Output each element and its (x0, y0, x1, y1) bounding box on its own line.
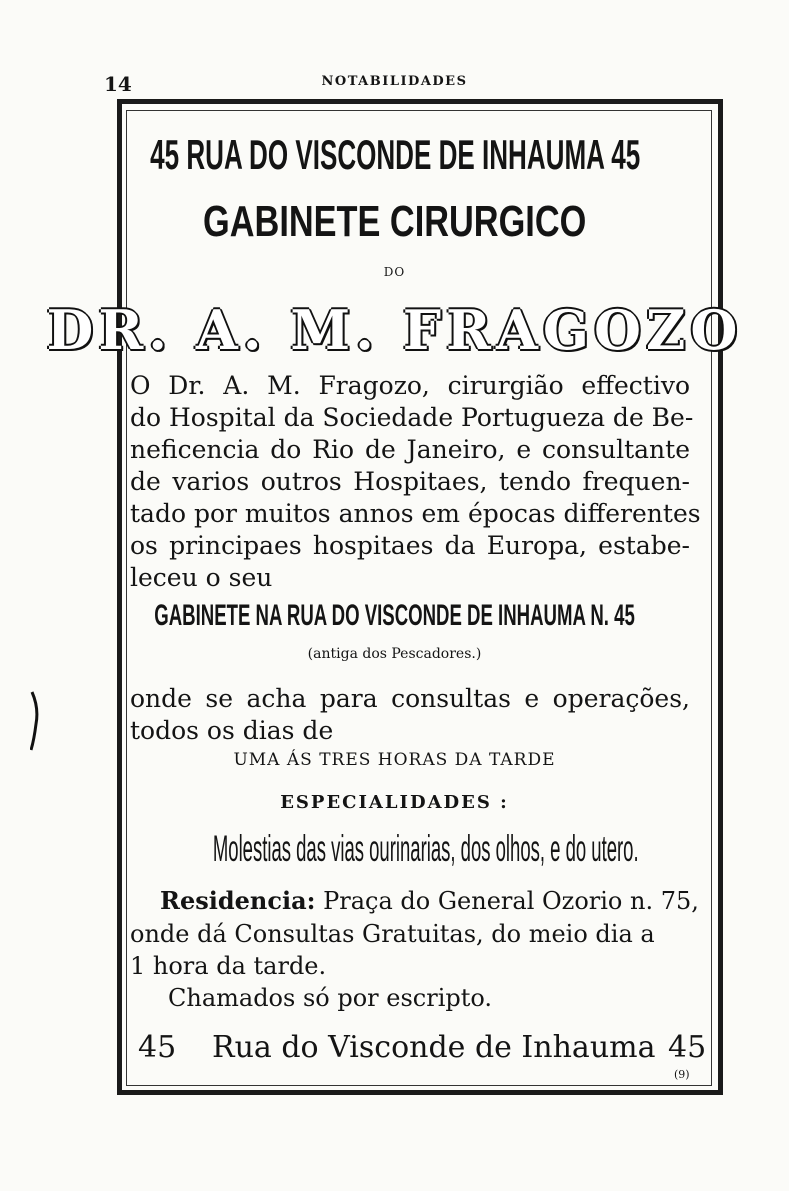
intro-line: leceu o seu (130, 563, 273, 592)
residence-time-line: 1 hora da tarde. (130, 952, 327, 980)
footer-number-right: 45 (668, 1030, 707, 1065)
residence-address: Praça do General Ozorio n. 75, (323, 887, 699, 915)
intro-line: os principaes hospitaes da Europa, estabe- (130, 531, 690, 560)
intro-paragraph (130, 370, 701, 594)
cabinet-address: GABINETE NA RUA DO VISCONDE DE INHAUMA N. 45 (154, 599, 635, 632)
residence-label: Residencia: (160, 886, 316, 915)
intro-line: O Dr. A. M. Fragozo, cirurgião effectivo (130, 371, 690, 400)
connector-word: DO (383, 265, 406, 279)
intro-line: neficencia do Rio de Janeiro, e consultante (130, 435, 690, 464)
footnote-mark: (9) (674, 1068, 690, 1081)
footer-number-left: 45 (138, 1030, 177, 1065)
intro-line: de varios outros Hospitaes, tendo frequen- (130, 467, 690, 496)
intro-line: tado por muitos annos em épocas differentes (130, 499, 701, 528)
specialties-text: Molestias das vias ourinarias, dos olhos, e do utero. (212, 828, 639, 869)
cabinet-title: GABINETE CIRURGICO (202, 197, 587, 246)
office-hours: UMA ÁS TRES HORAS DA TARDE (233, 750, 556, 770)
residence-line (160, 884, 699, 918)
footer-street: Rua do Visconde de Inhauma (212, 1030, 656, 1065)
calls-note: Chamados só por escripto. (168, 984, 493, 1012)
consult-line: todos os dias de (130, 716, 334, 745)
margin-ink-mark (30, 690, 40, 752)
specialties-heading: ESPECIALIDADES : (280, 792, 509, 813)
consult-line: onde se acha para consultas e operações, (130, 684, 690, 713)
page-number: 14 (104, 72, 132, 96)
residence-consult-line: onde dá Consultas Gratuitas, do meio dia a (130, 920, 655, 948)
intro-line: do Hospital da Sociedade Portugueza de Be- (130, 403, 694, 432)
old-street-name: (antiga dos Pescadores.) (307, 646, 482, 662)
running-title: NOTABILIDADES (321, 74, 468, 89)
consult-paragraph (130, 683, 690, 747)
street-headline: 45 RUA DO VISCONDE DE INHAUMA 45 (150, 131, 641, 178)
doctor-name: DR. A. M. FRAGOZO (46, 298, 743, 362)
